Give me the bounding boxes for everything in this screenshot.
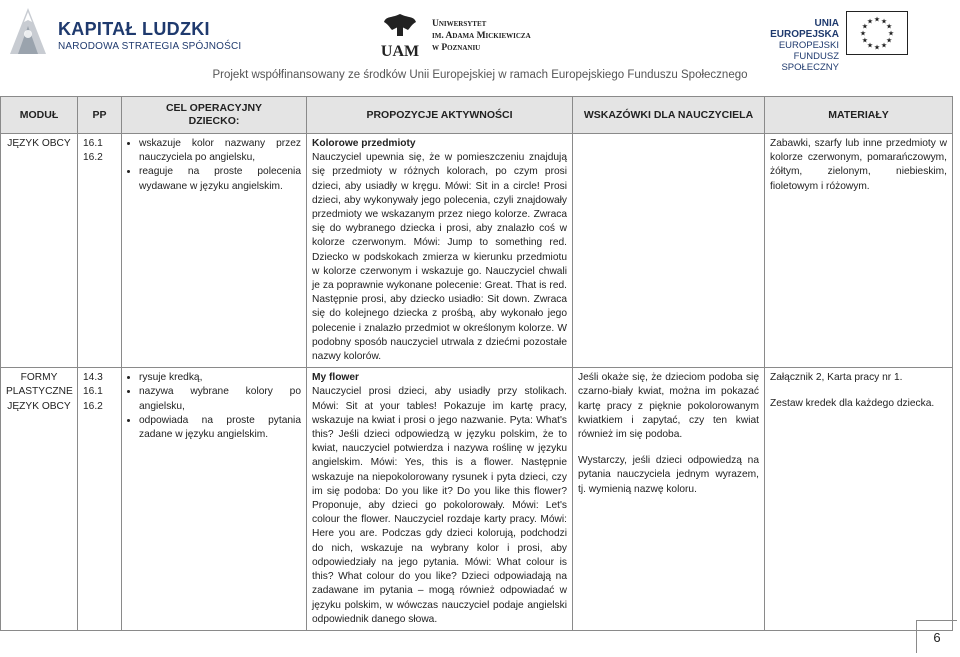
modul-text: JĘZYK OBCY <box>7 138 71 149</box>
pp-code: 14.3 <box>83 372 103 384</box>
activity-cell <box>307 134 573 368</box>
eu-flag-icon <box>846 11 908 55</box>
table-row <box>1 134 953 368</box>
modul-text: FORMY <box>20 372 58 384</box>
kapital-ludzki-logo-icon <box>4 4 52 60</box>
uam-mark: UAM <box>380 43 420 60</box>
activity-title: My flower <box>312 372 359 384</box>
eu-star-icon: ★ <box>866 41 874 50</box>
pp-cell <box>78 368 122 631</box>
activity-title: Kolorowe przedmioty <box>312 138 416 149</box>
uam-crest-icon <box>380 10 420 60</box>
material-item: Zabawki, szarfy lub inne przedmioty w kolorze czerwonym, pomarańczowym, żółtym, zielonym, niebieskim, fioletowym i różowym. <box>770 138 947 192</box>
eu-star-icon: ★ <box>861 36 869 45</box>
eu-fund-text <box>757 18 839 73</box>
modul-text: PLASTYCZNE <box>6 386 73 398</box>
goals-list <box>127 137 301 194</box>
eu-star-icon: ★ <box>885 36 893 45</box>
tip-item: Jeśli okaże się, że dzieciom podoba się czarno-biały kwiat, można im pokazać kartę pracy z pięknie pokolorowanym kwiatkiem i zapytać, czy ten kwiat również im się podoba. <box>578 372 759 441</box>
table-header-row <box>1 97 953 134</box>
materials-cell <box>765 134 953 368</box>
activity-text: Nauczyciel prosi dzieci, aby usiadły przy stolikach. Mówi: Sit at your tables! Pokazuje im kartę pracy, wskazuje na kwiat i prosi o jego nazwanie. Pyta: What's this? Jeśli dzieci odpowiedzą w języku polskim, że to kwiat, nauczyciel potwierdza i nazywa roślinę w języku angielskim. Mówi: Yes, this is a flower. Następnie wskazuje na niepokolorowany rysunek i pyta dzieci, czy im się podoba: Do you like it? Do you like this flower? Proponuje, aby dzieci go pokolorowały. Mówi: Let's colour the flower. Nauczyciel rozdaje karty pracy. Mówi: Here you are. Podczas gdy dzieci kolorują, podchodzi do nich, wskazuje na wybrany kolor i prosi, aby odpowiedziały na jego pytania. Mówi: What colour is this? What colour do you like? Dzieci odpowiadają na zadawane im pytania – mogą również odpowiadać w języku polskim, w wówczas nauczyciel podaje angielski odpowiednik danego słowa. <box>312 386 567 625</box>
material-item: Zestaw kredek dla każdego dziecka. <box>770 398 935 410</box>
pp-cell <box>78 134 122 368</box>
activity-cell <box>307 368 573 631</box>
goals-list <box>127 371 301 442</box>
uam-name-line2: im. Adama Mickiewicza <box>432 31 531 41</box>
eu-star-icon: ★ <box>859 29 867 38</box>
eu-star-icon: ★ <box>887 29 895 38</box>
column-header-propozycje: PROPOZYCJE AKTYWNOŚCI <box>307 97 573 134</box>
uam-name-line1: Uniwersytet <box>432 19 487 29</box>
material-item: Załącznik 2, Karta pracy nr 1. <box>770 372 903 384</box>
goal-item: • nazywa wybrane kolory po angielsku, <box>139 385 301 413</box>
eu-line3: FUNDUSZ SPOŁECZNY <box>781 51 839 73</box>
eu-star-icon: ★ <box>885 22 893 31</box>
pp-code: 16.2 <box>83 152 103 164</box>
eu-line2: EUROPEJSKI <box>778 40 839 51</box>
project-funding-line: Projekt współfinansowany ze środków Unii Europejskiej w ramach Europejskiego Funduszu Społecznego <box>212 69 748 81</box>
pp-code: 16.2 <box>83 400 103 412</box>
goals-cell <box>122 368 307 631</box>
materials-cell <box>765 368 953 631</box>
column-header-cel <box>122 97 307 134</box>
uam-name-line3: w Poznaniu <box>432 43 481 53</box>
column-header-wskazowki: WSKAZÓWKI DLA NAUCZYCIELA <box>573 97 765 134</box>
eu-star-icon: ★ <box>873 15 881 24</box>
eu-star-icon: ★ <box>866 17 874 26</box>
lesson-table <box>0 96 953 631</box>
table-row <box>1 368 953 631</box>
uam-university-name <box>432 18 531 54</box>
modul-cell <box>1 368 78 631</box>
cel-header-line1: CEL OPERACYJNY <box>165 102 263 114</box>
cel-header-line2: DZIECKO: <box>188 115 240 127</box>
goal-item: • reaguje na proste polecenia wydawane w języku angielskim. <box>139 165 301 193</box>
eu-star-icon: ★ <box>861 22 869 31</box>
eu-star-icon: ★ <box>873 43 881 52</box>
page-number: 6 <box>916 620 957 653</box>
page-header <box>0 0 960 95</box>
tips-cell <box>573 368 765 631</box>
column-header-modul: MODUŁ <box>1 97 78 134</box>
column-header-materialy: MATERIAŁY <box>765 97 953 134</box>
kapital-ludzki-title: KAPITAŁ LUDZKI <box>58 19 210 39</box>
column-header-pp: PP <box>78 97 122 134</box>
kapital-ludzki-subtitle: NARODOWA STRATEGIA SPÓJNOŚCI <box>58 41 242 52</box>
tip-item: Wystarczy, jeśli dzieci odpowiedzą na pytania nauczyciela jednym wyrazem, tj. wymienią nazwę koloru. <box>578 455 759 495</box>
pp-code: 16.1 <box>83 386 103 398</box>
tips-cell <box>573 134 765 368</box>
eu-line1: UNIA EUROPEJSKA <box>770 18 839 40</box>
goals-cell <box>122 134 307 368</box>
activity-text: Nauczyciel upewnia się, że w pomieszczeniu znajdują się przedmioty w różnych kolorach, po czym prosi dzieci, aby usiadły w kręgu. Mówi: Sit in a circle! Prosi dzieci, aby wykonywały jego polecenia, czyli znajdowały przedmioty we wskazanym przez niego kolorze. Zwraca się do wybranego dziecka i prosi, aby znalazło coś w kolorze czerwonym. Mówi: Jump to something red. Dziecko w podskokach zmierza w kierunku przedmiotu w kolorze czerwonym i wskazuje go. Nauczyciel chwali je za poprawnie wykonane polecenie: Great. That is red. Następnie prosi, aby dziecko usiadło: Sit down. Zwraca się do kolejnego dziecka z prośbą, aby wykonało jego polecenie i znalazło przedmiot w określonym kolorze. W podobny sposób nauczyciel utrwala z dziećmi pozostałe nazwy kolorów. <box>312 152 567 363</box>
eu-star-icon: ★ <box>880 17 888 26</box>
goal-item: • rysuje kredką, <box>139 371 301 385</box>
goal-item: • wskazuje kolor nazwany przez nauczyciela po angielsku, <box>139 137 301 165</box>
eu-star-icon: ★ <box>880 41 888 50</box>
pp-code: 16.1 <box>83 138 103 149</box>
goal-item: • odpowiada na proste pytania zadane w języku angielskim. <box>139 414 301 442</box>
modul-cell <box>1 134 78 368</box>
modul-text: JĘZYK OBCY <box>7 400 71 412</box>
